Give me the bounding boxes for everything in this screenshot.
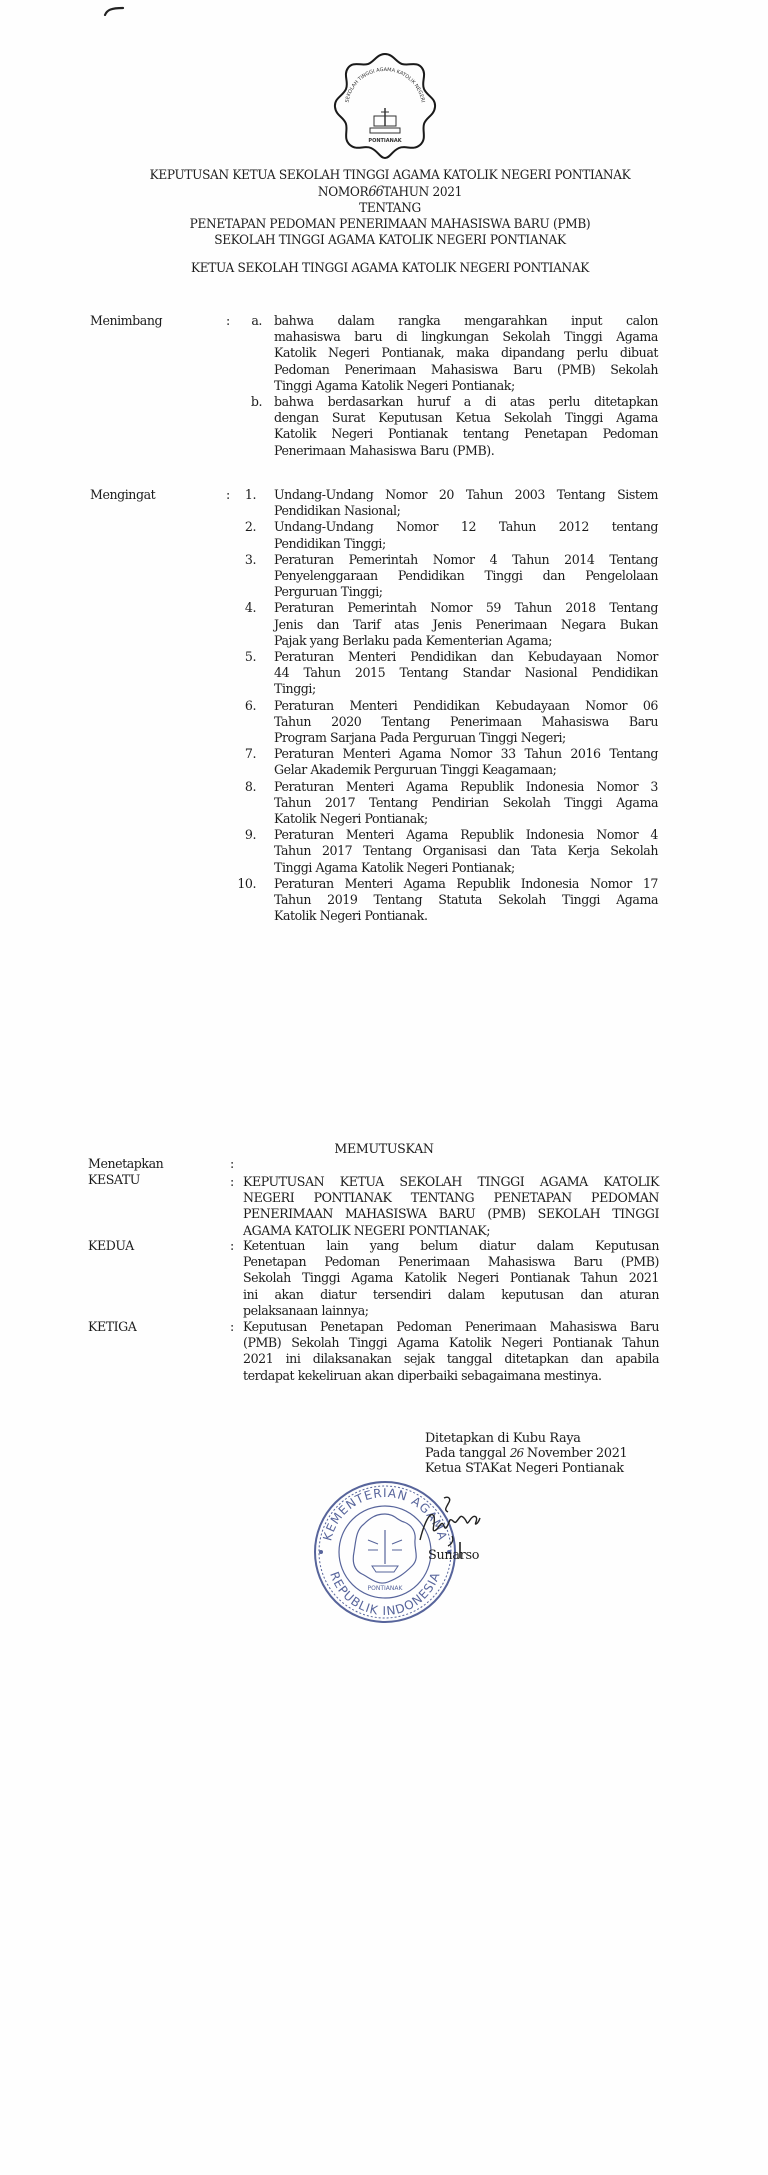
signing-date: Pada tanggal 26 November 2021 [425, 1446, 628, 1461]
decree-title: KEPUTUSAN KETUA SEKOLAH TINGGI AGAMA KATOLIK NEGERI PONTIANAK [149, 168, 631, 183]
signing-place: Ditetapkan di Kubu Raya [425, 1431, 581, 1446]
kedua-label: KEDUA [88, 1238, 134, 1253]
kedua-text: Ketentuan lain yang belum diatur dalam Keputusan Penetapan Pedoman Penerimaan Mahasiswa Baru (PMB) Sekolah Tinggi Agama Katolik Negeri Pontianak Tahun 2021 ini akan diatur tersendiri dalam keputusan dan aturan pelaksanaan lainnya; [243, 1238, 659, 1318]
menetapkan-label: Menetapkan [88, 1156, 164, 1171]
scan-corner-mark-icon [103, 6, 125, 16]
document-page: SEKOLAH TINGGI AGAMA KATOLIK NEGERI PONTIANAK KEPUTUSAN KETUA SEKOLAH TINGGI AGAMA KATOLIK NEGERI PONTIANAK NOMOR66TAHUN 2021 TENTANG PENETAPAN PEDOMAN PENERIMAAN MAHASISWA BARU (PMB) SEKOLAH TINGGI AGAMA KATOLIK NEGERI PONTIANAK KETUA SEKOLAH TINGGI AGAMA KATOLIK NEGERI PONTIANAK Menimbang : a. bahwa dalam rangka mengarahkan input calon mahasiswa baru di lingkungan Sekolah Tinggi Agama Katolik Negeri Pontianak, maka dipandang perlu dibuat Pedoman Penerimaan Mahasiswa Baru (PMB) Sekolah Tinggi Agama Katolik Negeri Pontianak; b. bahwa berdasarkan huruf a di atas perlu ditetapkan dengan Surat Keputusan Ketua Sekolah Tinggi Agama Katolik Negeri Pontianak tentang Penetapan Pedoman Penerimaan Mahasiswa Baru (PMB). Mengingat : 1. Undang-Undang Nomor 20 Tahun 2003 Tentang Sistem Pendidikan Nasional; 2. Undang-Undang Nomor 12 Tahun 2012 tentang Pendidikan Tinggi; 3. Peraturan Pemerintah Nomor 4 Tahun 2014 Tentang Penyelenggaraan Pendidikan Tinggi dan Pengelolaan Perguruan Tinggi; 4. Peraturan Pemerintah Nomor 59 Tahun 2018 Tentang Jenis dan Tarif atas Jenis Penerimaan Negara Bukan Pajak yang Berlaku pada Kementerian Agama; 5. Peraturan Menteri Pendidikan dan Kebudayaan Nomor 44 Tahun 2015 Tentang Standar Nasional Pendidikan Tinggi; 6. Peraturan Menteri Pendidikan Kebudayaan Nomor 06 Tahun 2020 Tentang Penerimaan Mahasiswa Baru Program Sarjana Pada Perguruan Tinggi Negeri; 7. Peraturan Menteri Agama Nomor 33 Tahun 2016 Tentang Gelar Akademik Perguruan Tinggi Keagamaan; 8. Peraturan Menteri Agama Republik Indonesia Nomor 3 Tahun 2017 Tentang Pendirian Sekolah Tinggi Agama Katolik Negeri Pontianak; 9. Peraturan Menteri Agama Republik Indonesia Nomor 4 Tahun 2017 Tentang Organisasi dan Tata Kerja Sekolah Tinggi Agama Katolik Negeri Pontianak; 10. Peraturan Menteri Agama Republik Indonesia Nomor 17 Tahun 2019 Tentang Statuta Sekolah Tinggi Agama Katolik Negeri Pontianak. MEMUTUSKAN Menetapkan : KESATU : KEPUTUSAN KETUA SEKOLAH TINGGI AGAMA KATOLIK NEGERI PONTIANAK TENTANG PENETAPAN PEDOMAN PENERIMAAN MAHASISWA BARU (PMB) SEKOLAH TINGGI AGAMA KATOLIK NEGERI PONTIANAK; KEDUA : Ketentuan lain yang belum diatur dalam Keputusan Penetapan Pedoman Penerimaan Mahasiswa Baru (PMB) Sekolah Tinggi Agama Katolik Negeri Pontianak Tahun 2021 ini akan diatur tersendiri dalam keputusan dan aturan pelaksanaan lainnya; KETIGA : Keputusan Penetapan Pedoman Penerimaan Mahasiswa Baru (PMB) Sekolah Tinggi Agama Katolik Negeri Pontianak Tahun 2021 ini dilaksanakan sejak tanggal ditetapkan dan apabila terdapat kekeliruan akan diperbaiki sebagaimana mestinya. Ditetapkan di Kubu Raya Pada tanggal 26 November 2021 Ketua STAKat Negeri Pontianak KEMENTERIAN AGAMA REPUBLIK INDONESIA PONTIANAK Sunarso [0, 0, 768, 2175]
mengingat-item: 1. Undang-Undang Nomor 20 Tahun 2003 Tentang Sistem Pendidikan Nasional; [244, 487, 658, 519]
menimbang-list [248, 313, 658, 459]
menimbang-item-b: b. bahwa berdasarkan huruf a di atas perlu ditetapkan dengan Surat Keputusan Ketua Sekolah Tinggi Agama Katolik Negeri Pontianak tentang Penetapan Pedoman Penerimaan Mahasiswa Baru (PMB). [250, 394, 658, 458]
mengingat-list [236, 487, 658, 924]
svg-text:KEMENTERIAN AGAMA: KEMENTERIAN AGAMA [320, 1485, 450, 1543]
menimbang-colon: : [226, 313, 230, 328]
decree-subject: PENETAPAN PEDOMAN PENERIMAAN MAHASISWA BARU (PMB) [189, 217, 591, 232]
svg-text:PONTIANAK: PONTIANAK [367, 1585, 403, 1592]
svg-text:PONTIANAK: PONTIANAK [368, 138, 402, 144]
decree-issuer: KETUA SEKOLAH TINGGI AGAMA KATOLIK NEGERI PONTIANAK [190, 261, 590, 276]
list-item-text: bahwa berdasarkan huruf a di atas perlu ditetapkan dengan Surat Keputusan Ketua Sekolah Tinggi Agama Katolik Negeri Pontianak tentang Penetapan Pedoman Penerimaan Mahasiswa Baru (PMB). [274, 394, 658, 458]
mengingat-item: 7. Peraturan Menteri Agama Nomor 33 Tahun 2016 Tentang Gelar Akademik Perguruan Tinggi Keagamaan; [244, 746, 658, 778]
institution-logo-icon [330, 50, 440, 160]
mengingat-label: Mengingat [90, 487, 156, 502]
mengingat-item: 2. Undang-Undang Nomor 12 Tahun 2012 tentang Pendidikan Tinggi; [244, 519, 658, 551]
ketiga-label: KETIGA [88, 1319, 137, 1334]
handwritten-number: 66 [368, 184, 383, 200]
mengingat-item: 8. Peraturan Menteri Agama Republik Indonesia Nomor 3 Tahun 2017 Tentang Pendirian Sekolah Tinggi Agama Katolik Negeri Pontianak; [244, 778, 658, 827]
signer-position: Ketua STAKat Negeri Pontianak [425, 1461, 624, 1476]
decree-about: TENTANG [359, 201, 421, 216]
memutuskan-title: MEMUTUSKAN [334, 1141, 434, 1156]
mengingat-item: 4. Peraturan Pemerintah Nomor 59 Tahun 2018 Tentang Jenis dan Tarif atas Jenis Penerimaan Negara Bukan Pajak yang Berlaku pada Kementerian Agama; [244, 600, 658, 648]
decree-institution: SEKOLAH TINGGI AGAMA KATOLIK NEGERI PONTIANAK [214, 233, 566, 248]
signature-block [425, 1431, 627, 1476]
signer-name: Sunarso [428, 1548, 480, 1563]
svg-text:REPUBLIK INDONESIA: REPUBLIK INDONESIA [327, 1569, 443, 1619]
menimbang-item-a: a. bahwa dalam rangka mengarahkan input calon mahasiswa baru di lingkungan Sekolah Tinggi Agama Katolik Negeri Pontianak, maka dipandang perlu dibuat Pedoman Penerimaan Mahasiswa Baru (PMB) Sekolah Tinggi Agama Katolik Negeri Pontianak; [251, 313, 658, 393]
svg-text:SEKOLAH TINGGI AGAMA KATOLIK N: SEKOLAH TINGGI AGAMA KATOLIK NEGERI [344, 66, 426, 104]
mengingat-item: 6. Peraturan Menteri Pendidikan Kebudayaan Nomor 06 Tahun 2020 Tentang Penerimaan Mahasiswa Baru Program Sarjana Pada Perguruan Tinggi Negeri; [244, 697, 658, 746]
kesatu-text: KEPUTUSAN KETUA SEKOLAH TINGGI AGAMA KATOLIK NEGERI PONTIANAK TENTANG PENETAPAN PEDOMAN PENERIMAAN MAHASISWA BARU (PMB) SEKOLAH TINGGI AGAMA KATOLIK NEGERI PONTIANAK; [243, 1174, 659, 1238]
mengingat-colon: : [226, 487, 230, 502]
menetapkan-colon: : [230, 1156, 234, 1171]
list-item-text: bahwa dalam rangka mengarahkan input calon mahasiswa baru di lingkungan Sekolah Tinggi Agama Katolik Negeri Pontianak, maka dipandang perlu dibuat Pedoman Penerimaan Mahasiswa Baru (PMB) Sekolah Tinggi Agama Katolik Negeri Pontianak; [274, 313, 658, 393]
mengingat-item: 9. Peraturan Menteri Agama Republik Indonesia Nomor 4 Tahun 2017 Tentang Organisasi dan Tata Kerja Sekolah Tinggi Agama Katolik Negeri Pontianak; [244, 827, 658, 875]
kesatu-label: KESATU [88, 1172, 140, 1187]
mengingat-item: 3. Peraturan Pemerintah Nomor 4 Tahun 2014 Tentang Penyelenggaraan Pendidikan Tinggi dan Pengelolaan Perguruan Tinggi; [244, 551, 658, 600]
decree-heading [105, 168, 675, 277]
mengingat-item: 10. Peraturan Menteri Agama Republik Indonesia Nomor 17 Tahun 2019 Tentang Statuta Sekolah Tinggi Agama Katolik Negeri Pontianak. [237, 875, 658, 924]
mengingat-item: 5. Peraturan Menteri Pendidikan dan Kebudayaan Nomor 44 Tahun 2015 Tentang Standar Nasional Pendidikan Tinggi; [244, 649, 658, 697]
ketiga-text: Keputusan Penetapan Pedoman Penerimaan Mahasiswa Baru (PMB) Sekolah Tinggi Agama Katolik Negeri Pontianak Tahun 2021 ini dilaksanakan sejak tanggal ditetapkan dan apabila terdapat kekeliruan akan diperbaiki sebagaimana mestinya. [243, 1319, 659, 1383]
menimbang-label: Menimbang [90, 313, 163, 328]
decree-number: NOMOR66TAHUN 2021 [317, 184, 463, 200]
handwritten-day: 26 [509, 1446, 524, 1460]
